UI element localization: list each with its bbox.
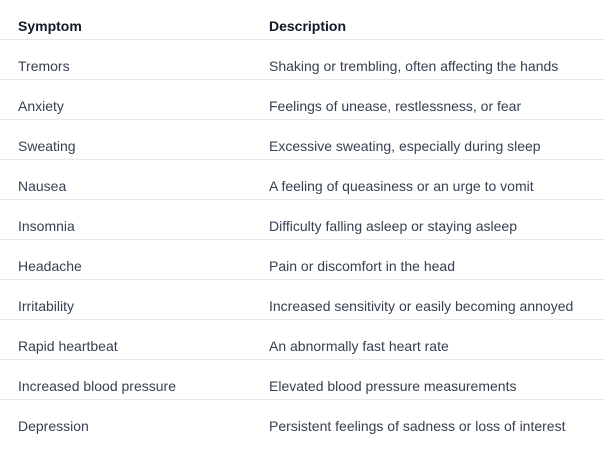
description-cell: Difficulty falling asleep or staying asleep (269, 218, 517, 234)
symptom-cell: Increased blood pressure (18, 378, 176, 394)
header-description: Description (269, 18, 347, 34)
description-cell: Pain or discomfort in the head (269, 258, 455, 274)
table-row (0, 240, 604, 280)
description-cell: Elevated blood pressure measurements (269, 378, 517, 394)
description-cell: Persistent feelings of sadness or loss of interest (269, 418, 566, 434)
table-header-row (0, 0, 604, 40)
table-row (0, 40, 604, 80)
description-cell: An abnormally fast heart rate (269, 338, 449, 354)
table-row (0, 400, 604, 440)
symptom-cell: Insomnia (18, 218, 75, 234)
symptom-cell: Rapid heartbeat (18, 338, 118, 354)
table-row (0, 360, 604, 400)
table-row (0, 80, 604, 120)
symptom-cell: Tremors (18, 58, 70, 74)
symptom-cell: Irritability (18, 298, 75, 314)
table-row (0, 320, 604, 360)
description-cell: Increased sensitivity or easily becoming annoyed (269, 298, 574, 314)
symptom-cell: Sweating (18, 138, 76, 154)
table-row (0, 200, 604, 240)
header-symptom: Symptom (18, 18, 82, 34)
description-cell: A feeling of queasiness or an urge to vomit (269, 178, 534, 194)
symptom-cell: Nausea (18, 178, 67, 194)
symptom-cell: Anxiety (18, 98, 64, 114)
description-cell: Feelings of unease, restlessness, or fear (269, 98, 522, 114)
description-cell: Excessive sweating, especially during sleep (269, 138, 541, 154)
table-row (0, 280, 604, 320)
symptom-cell: Headache (18, 258, 82, 274)
table-row (0, 160, 604, 200)
symptom-cell: Depression (18, 418, 89, 434)
description-cell: Shaking or trembling, often affecting the hands (269, 58, 559, 74)
table-row (0, 120, 604, 160)
